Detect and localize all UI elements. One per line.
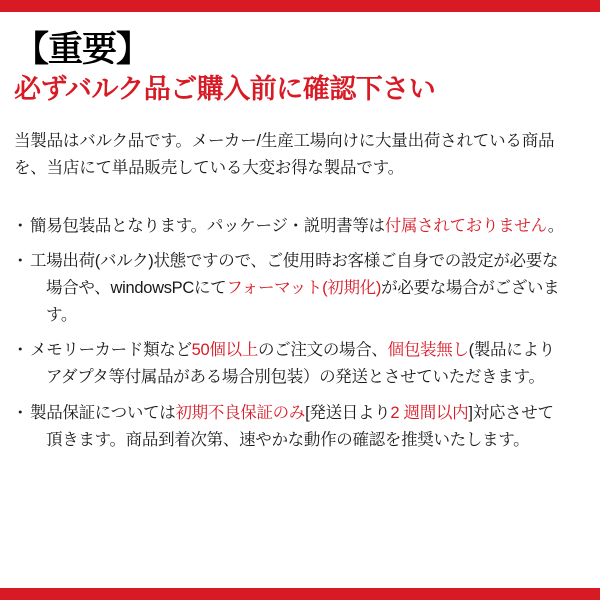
bullet-text-highlight: 2 週間以内 xyxy=(390,403,469,422)
bullet-text-highlight: 50個以上 xyxy=(191,341,259,360)
bullet-text-highlight: フォーマット(初期化) xyxy=(226,279,382,297)
bullet-line xyxy=(30,400,586,427)
bullet-text: のご注文の場合、 xyxy=(258,341,388,360)
bullet-text-highlight: 付属されておりません xyxy=(384,216,548,235)
intro-paragraph: 当製品はバルク品です。メーカー/生産工場向けに大量出荷されている商品を、当店にて単品販売している大変お得な製品です。 xyxy=(14,132,555,177)
bullet-line xyxy=(30,248,586,275)
bullet-line xyxy=(30,337,586,364)
bullet-text: 場合や、windowsPCにて xyxy=(46,279,227,297)
notice-content xyxy=(0,12,600,462)
page-title: 【重要】 xyxy=(14,30,151,69)
list-item xyxy=(14,248,586,328)
bullet-line xyxy=(30,213,586,240)
bullet-text: [発送日より xyxy=(305,403,391,422)
bullet-text: 頂きます。商品到着次第、速やかな動作の確認を推奨いたします。 xyxy=(46,430,530,449)
bullet-text: メモリーカード類など xyxy=(30,341,192,360)
bullet-text: 製品保証については xyxy=(30,403,176,422)
list-item xyxy=(14,213,586,240)
page-subtitle: 必ずバルク品ご購入前に確認下さい xyxy=(14,73,436,104)
notice-bullet-list xyxy=(14,213,586,454)
bottom-accent-bar xyxy=(0,588,600,600)
bullet-text-highlight: 個包装無し xyxy=(387,341,469,360)
top-accent-bar xyxy=(0,0,600,12)
list-item xyxy=(14,400,586,453)
bullet-text: (製品により xyxy=(468,341,555,360)
bullet-text: ]対応させて xyxy=(468,403,554,422)
bullet-text: 。 xyxy=(547,216,564,235)
bullet-text: 簡易包装品となります。パッケージ・説明書等は xyxy=(30,216,385,235)
bullet-line xyxy=(30,275,586,328)
bullet-text: が必要な場合がございます。 xyxy=(46,279,560,324)
bullet-text-highlight: 初期不良保証のみ xyxy=(175,403,306,422)
bullet-text: アダプタ等付属品がある場合別包装）の発送とさせていただきます。 xyxy=(46,368,545,387)
list-item xyxy=(14,337,586,390)
bullet-line xyxy=(30,364,586,391)
bullet-line xyxy=(30,427,586,454)
bullet-text: 工場出荷(バルク)状態ですので、ご使用時お客様ご自身での設定が必要な xyxy=(30,252,559,271)
